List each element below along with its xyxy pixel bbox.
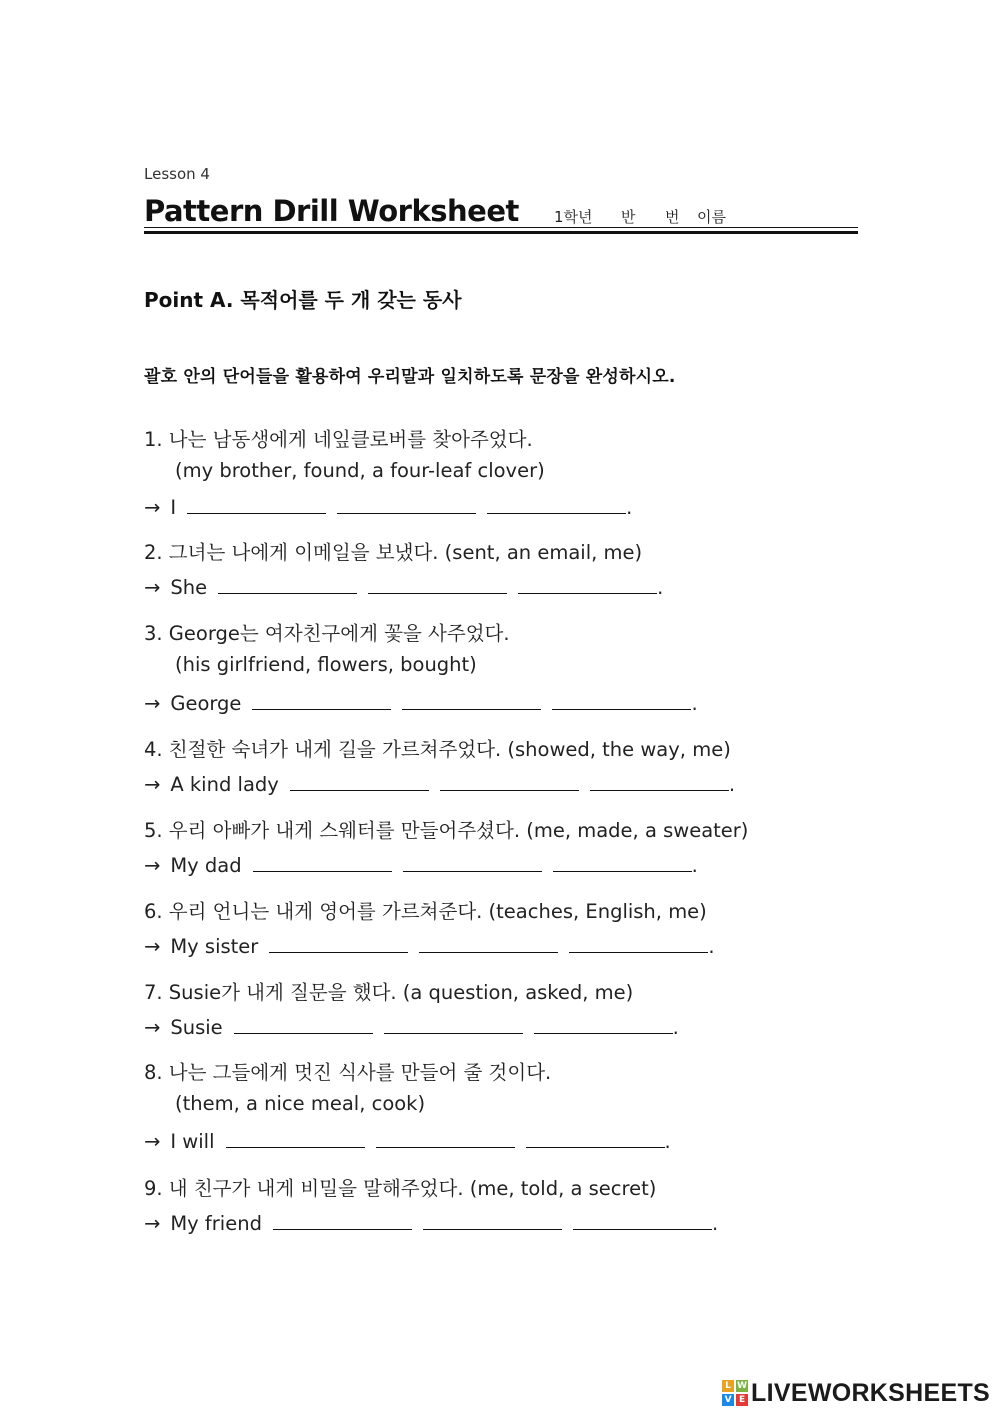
- arrow-icon: →: [144, 1212, 161, 1235]
- header-rule-thick: [144, 231, 858, 234]
- arrow-icon: →: [144, 576, 161, 599]
- answer-start: I: [170, 496, 177, 519]
- answer-blank-3[interactable]: [526, 1126, 665, 1148]
- answer-start: George: [170, 692, 242, 715]
- logo-text: LIVEWORKSHEETS: [751, 1378, 990, 1407]
- answer-start: Susie: [170, 1016, 223, 1039]
- answer-start: My sister: [170, 935, 259, 958]
- answer-blank-2[interactable]: [419, 931, 558, 953]
- liveworksheets-logo: [722, 1378, 990, 1408]
- answer-blank-1[interactable]: [234, 1012, 373, 1034]
- answer-blank-2[interactable]: [402, 688, 541, 710]
- question-7-answer-line: [144, 1012, 679, 1039]
- grade-label: 1학년: [554, 208, 593, 226]
- answer-blank-1[interactable]: [252, 688, 391, 710]
- question-1-answer-line: [144, 492, 632, 519]
- question-1-prompt: 1. 나는 남동생에게 네잎클로버를 찾아주었다.: [144, 428, 533, 451]
- name-label: 이름: [697, 208, 726, 226]
- arrow-icon: →: [144, 854, 161, 877]
- answer-blank-3[interactable]: [553, 850, 692, 872]
- question-2-answer-line: [144, 572, 663, 599]
- answer-start: My dad: [170, 854, 242, 877]
- worksheet-title: Pattern Drill Worksheet: [144, 194, 519, 228]
- logo-mark-letter: W: [737, 1381, 748, 1391]
- arrow-icon: →: [144, 1016, 161, 1039]
- class-label: 반: [621, 208, 636, 226]
- answer-start: She: [170, 576, 208, 599]
- answer-blank-3[interactable]: [552, 688, 691, 710]
- period: .: [672, 1016, 679, 1039]
- answer-blank-2[interactable]: [440, 769, 579, 791]
- answer-start: I will: [170, 1130, 215, 1153]
- question-1-hint: (my brother, found, a four-leaf clover): [175, 459, 545, 482]
- logo-mark-letter: E: [736, 1394, 748, 1406]
- answer-blank-3[interactable]: [518, 572, 657, 594]
- answer-blank-1[interactable]: [253, 850, 392, 872]
- answer-blank-2[interactable]: [376, 1126, 515, 1148]
- question-8-prompt: 8. 나는 그들에게 멋진 식사를 만들어 줄 것이다.: [144, 1061, 552, 1084]
- answer-blank-1[interactable]: [226, 1126, 365, 1148]
- answer-blank-3[interactable]: [573, 1208, 712, 1230]
- arrow-icon: →: [144, 773, 161, 796]
- answer-blank-2[interactable]: [368, 572, 507, 594]
- question-8-answer-line: [144, 1126, 671, 1153]
- logo-mark-letter: V: [722, 1394, 734, 1406]
- question-3-prompt: 3. George는 여자친구에게 꽃을 사주었다.: [144, 622, 510, 645]
- arrow-icon: →: [144, 496, 161, 519]
- answer-start: A kind lady: [170, 773, 279, 796]
- question-4-answer-line: [144, 769, 735, 796]
- question-9-prompt: 9. 내 친구가 내게 비밀을 말해주었다. (me, told, a secret): [144, 1177, 657, 1200]
- answer-blank-1[interactable]: [273, 1208, 412, 1230]
- lesson-label: Lesson 4: [144, 165, 210, 183]
- logo-mark-letter: L: [722, 1380, 734, 1392]
- period: .: [691, 854, 698, 877]
- period: .: [691, 692, 698, 715]
- question-6-answer-line: [144, 931, 715, 958]
- arrow-icon: →: [144, 935, 161, 958]
- question-5-answer-line: [144, 850, 698, 877]
- period: .: [708, 935, 715, 958]
- number-label: 번: [665, 208, 680, 226]
- answer-blank-3[interactable]: [590, 769, 729, 791]
- question-4-prompt: 4. 친절한 숙녀가 내게 길을 가르쳐주었다. (showed, the way, me): [144, 738, 731, 761]
- answer-start: My friend: [170, 1212, 262, 1235]
- arrow-icon: →: [144, 692, 161, 715]
- question-8-hint: (them, a nice meal, cook): [175, 1092, 426, 1115]
- answer-blank-2[interactable]: [423, 1208, 562, 1230]
- period: .: [728, 773, 736, 796]
- answer-blank-1[interactable]: [269, 931, 408, 953]
- answer-blank-1[interactable]: [290, 769, 429, 791]
- section-heading: Point A. 목적어를 두 개 갖는 동사: [144, 288, 462, 312]
- answer-blank-1[interactable]: [187, 492, 326, 514]
- period: .: [664, 1130, 671, 1153]
- header-rule-thin: [144, 227, 858, 228]
- answer-blank-3[interactable]: [569, 931, 708, 953]
- period: .: [657, 576, 664, 599]
- question-6-prompt: 6. 우리 언니는 내게 영어를 가르쳐준다. (teaches, English, me): [144, 900, 707, 923]
- arrow-icon: →: [144, 1130, 161, 1153]
- instructions: 괄호 안의 단어들을 활용하여 우리말과 일치하도록 문장을 완성하시오.: [144, 367, 676, 387]
- question-2-prompt: 2. 그녀는 나에게 이메일을 보냈다. (sent, an email, me): [144, 541, 643, 564]
- answer-blank-2[interactable]: [337, 492, 476, 514]
- question-5-prompt: 5. 우리 아빠가 내게 스웨터를 만들어주셨다. (me, made, a sweater): [144, 819, 749, 842]
- question-3-answer-line: [144, 688, 698, 715]
- answer-blank-2[interactable]: [403, 850, 542, 872]
- question-3-hint: (his girlfriend, flowers, bought): [175, 653, 477, 676]
- question-9-answer-line: [144, 1208, 718, 1235]
- answer-blank-3[interactable]: [534, 1012, 673, 1034]
- logo-mark-icon: [722, 1380, 748, 1406]
- answer-blank-3[interactable]: [487, 492, 626, 514]
- period: .: [626, 496, 633, 519]
- period: .: [711, 1212, 719, 1235]
- answer-blank-1[interactable]: [218, 572, 357, 594]
- question-7-prompt: 7. Susie가 내게 질문을 했다. (a question, asked, me): [144, 981, 634, 1004]
- answer-blank-2[interactable]: [384, 1012, 523, 1034]
